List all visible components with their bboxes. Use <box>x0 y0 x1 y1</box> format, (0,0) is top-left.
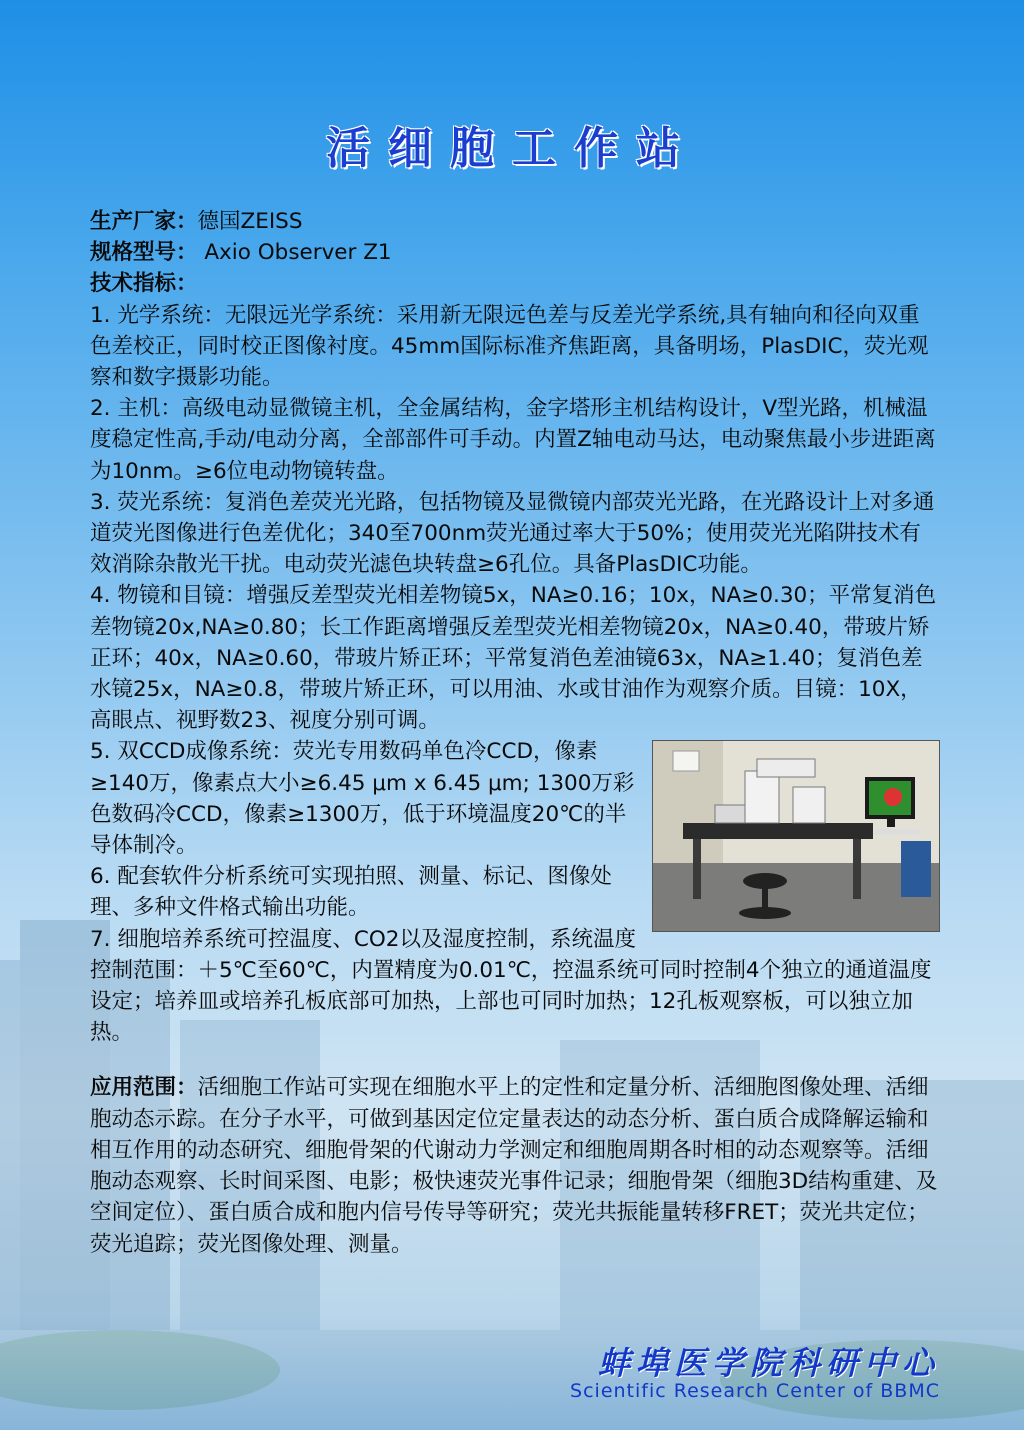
model-label: 规格型号： <box>90 240 198 266</box>
manufacturer-label: 生产厂家： <box>90 209 198 234</box>
manufacturer-line <box>90 206 940 237</box>
manufacturer-value: 德国ZEISS <box>197 209 303 234</box>
model-line <box>90 237 940 268</box>
specs-label: 技术指标： <box>90 271 198 297</box>
spec-item-3: 3. 荧光系统：复消色差荧光光路，包括物镜及显微镜内部荧光光路，在光路设计上对多通道荧光图像进行色差优化；340至700nm荧光通过率大于50%；使用荧光光陷阱技术有效消除杂散光干扰。电动荧光滤色块转盘≥6孔位。具备PlasDIC功能。 <box>90 489 935 578</box>
spec-item-5: 5. 双CCD成像系统：荧光专用数码单色冷CCD，像素≥140万，像素点大小≥6.45 μm x 6.45 μm; 1300万彩色数码冷CCD，像素≥1300万，低于环境温度20℃的半导体制冷。 <box>90 739 635 859</box>
microscope-illustration <box>653 741 939 931</box>
application-label: 应用范围： <box>90 1075 198 1101</box>
page-title: 活细胞工作站 <box>326 123 698 174</box>
content-body <box>90 206 940 1260</box>
microscope-photo <box>652 740 940 932</box>
application-text: 活细胞工作站可实现在细胞水平上的定性和定量分析、活细胞图像处理、活细胞动态示踪。在分子水平，可做到基因定位定量表达的动态分析、蛋白质合成降解运输和相互作用的动态研究、细胞骨架的代谢动力学测定和细胞周期各时相的动态观察等。活细胞动态观察、长时间采图、电影；极快速荧光事件记录；细胞骨架（细胞3D结构重建、及空间定位）、蛋白质合成和胞内信号传导等研究；荧光共振能量转移FRET；荧光共定位；荧光追踪；荧光图像处理、测量。 <box>90 1075 938 1257</box>
spec-item-2: 2. 主机：高级电动显微镜主机，全金属结构，金字塔形主机结构设计，V型光路，机械温度稳定性高,手动/电动分离，全部部件可手动。内置Z轴电动马达，电动聚焦最小步进距离为10nm。≥6位电动物镜转盘。 <box>90 396 936 484</box>
application-paragraph <box>90 1072 940 1259</box>
footer-institution-cn: 蚌埠医学院科研中心 <box>597 1344 940 1382</box>
spacer <box>90 1048 940 1072</box>
spec-item-1: 1. 光学系统：无限远光学系统：采用新无限远色差与反差光学系统,具有轴向和径向双重色差校正，同时校正图像衬度。45mm国际标准齐焦距离，具备明场，PlasDIC，荧光观察和数字摄影功能。 <box>90 302 929 391</box>
model-value: Axio Observer Z1 <box>197 240 392 266</box>
spec-item-6: 6. 配套软件分析系统可实现拍照、测量、标记、图像处理、多种文件格式输出功能。 <box>90 864 612 921</box>
spec-item-4: 4. 物镜和目镜：增强反差型荧光相差物镜5x，NA≥0.16；10x，NA≥0.30；平常复消色差物镜20x,NA≥0.80；长工作距离增强反差型荧光相差物镜20x，NA≥0.40，带玻片矫正环；40x，NA≥0.60，带玻片矫正环；平常复消色差油镜63x，NA≥1.40；复消色差水镜25x，NA≥0.8，带玻片矫正环，可以用油、水或甘油作为观察介质。目镜：10X，高眼点、视野数23、视度分别可调。 <box>90 583 937 734</box>
spec-item-7: 7. 细胞培养系统可控温度、CO2以及湿度控制，系统温度控制范围：＋5℃至60℃，内置精度为0.01℃，控温系统可同时控制4个独立的通道温度设定；培养皿或培养孔板底部可加热，上部也可同时加热；12孔板观察板，可以独立加热。 <box>90 926 932 1046</box>
footer-institution-en: Scientific Research Center of BBMC <box>570 1380 940 1402</box>
